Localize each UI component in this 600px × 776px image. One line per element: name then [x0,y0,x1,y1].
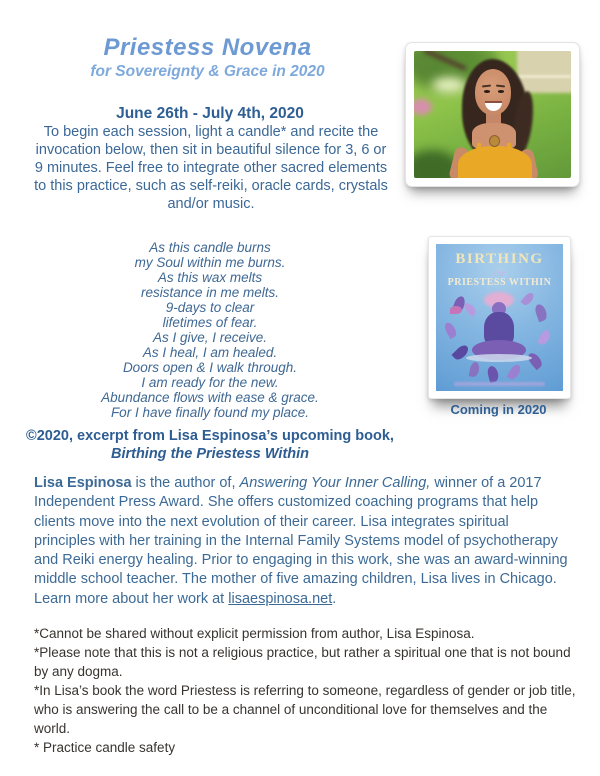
petal-decoration [537,329,551,346]
bio-text: Lisa Espinosa [34,475,132,491]
book-cover [436,244,563,391]
photo-yellow-top [458,146,532,178]
petal-decoration [507,363,523,381]
invocation-line: resistance in me melts. [140,285,280,300]
photo-light-patch [432,77,466,93]
invocation-poem [10,240,410,420]
book-cover-title-line3: PRIESTESS WITHIN [447,277,552,288]
invocation-line: As I give, I receive. [152,330,268,345]
copyright-line: ©2020, excerpt from Lisa Espinosa’s upcoming book, [26,428,394,444]
invocation-line: As this candle burns [149,240,271,255]
bio-text: . [332,590,337,607]
session-instructions: To begin each session, light a candle* and recite the invocation below, then sit in beautiful silence for 3, 6 or 9 minutes. Feel free to integrate other sacred elements to this practice, such as self-reiki, oracle cards, crystals and/or music. [34,124,388,212]
photo-necklace-pendant [489,135,500,147]
petal-decoration [469,361,480,377]
petal-decoration [520,291,535,307]
author-photo-frame [405,42,580,187]
book-credit-line [454,382,545,386]
invocation-line: lifetimes of fear. [162,315,258,330]
page-title: Priestess Novena [103,34,312,61]
photo-building-siding [517,75,571,78]
page-subtitle: for Sovereignty & Grace in 2020 [90,63,325,80]
petal-decoration [462,301,478,317]
photo-building [517,51,571,93]
photo-pink-flowers [414,99,432,115]
invocation-line: For I have finally found my place. [110,405,310,420]
invocation-line: Abundance flows with ease & grace. [101,390,319,405]
footnote-line: *Cannot be shared without explicit permission from author, Lisa Espinosa. [34,626,475,641]
petal-decoration [486,365,500,383]
bio-text: winner of a 2017 Independent Press Award. She offers customized coaching programs that help clients move into the next evolution of their career. Lisa integrates spiritual principles with her training in the Internal Family Systems model of psychotherapy and Reiki energy healing. Prior to engaging in this work, she was an award-winning middle school teacher. The mother of five amazing children, Lisa lives in Chicago. Learn more about her work at [34,475,568,607]
petal-decoration [443,321,459,339]
footnote-line: * Practice candle safety [34,740,176,755]
footnotes [34,624,577,757]
invocation-line: As this wax melts [157,270,263,285]
author-bio [34,474,571,609]
photo-eye [498,90,504,93]
date-heading: June 26th - July 4th, 2020 [116,105,304,122]
footnote-line: *In Lisa’s book the word Priestess is referring to someone, regardless of gender or job title, who is answering the call to be a channel of unconditional love for themselves and the world. [34,683,576,736]
invocation-line: As I heal, I am healed. [142,345,278,360]
invocation-line: my Soul within me burns. [134,255,286,270]
book-figure-mat [466,354,532,362]
bio-text: is the author of, [131,475,240,491]
petal-decoration [526,351,545,370]
invocation-line: I am ready for the new. [141,375,279,390]
author-photo [414,51,571,178]
bio-text: Answering Your Inner Calling, [239,475,431,491]
website-link[interactable]: lisaespinosa.net [228,590,333,607]
footnote-line: *Please note that this is not a religious practice, but rather a spiritual one that is not bound by any dogma. [34,645,571,679]
petal-decoration [533,303,548,322]
petal-decoration [450,306,462,314]
photo-eye [484,90,490,93]
copyright-book-title: Birthing the Priestess Within [110,446,310,462]
book-cover-frame [428,236,571,399]
book-caption: Coming in 2020 [450,402,547,417]
invocation-line: Doors open & I walk through. [122,360,298,375]
book-cover-title-line2: the [494,268,505,278]
invocation-line: 9-days to clear [165,300,255,315]
book-cover-title-line1: BIRTHING [455,251,544,267]
